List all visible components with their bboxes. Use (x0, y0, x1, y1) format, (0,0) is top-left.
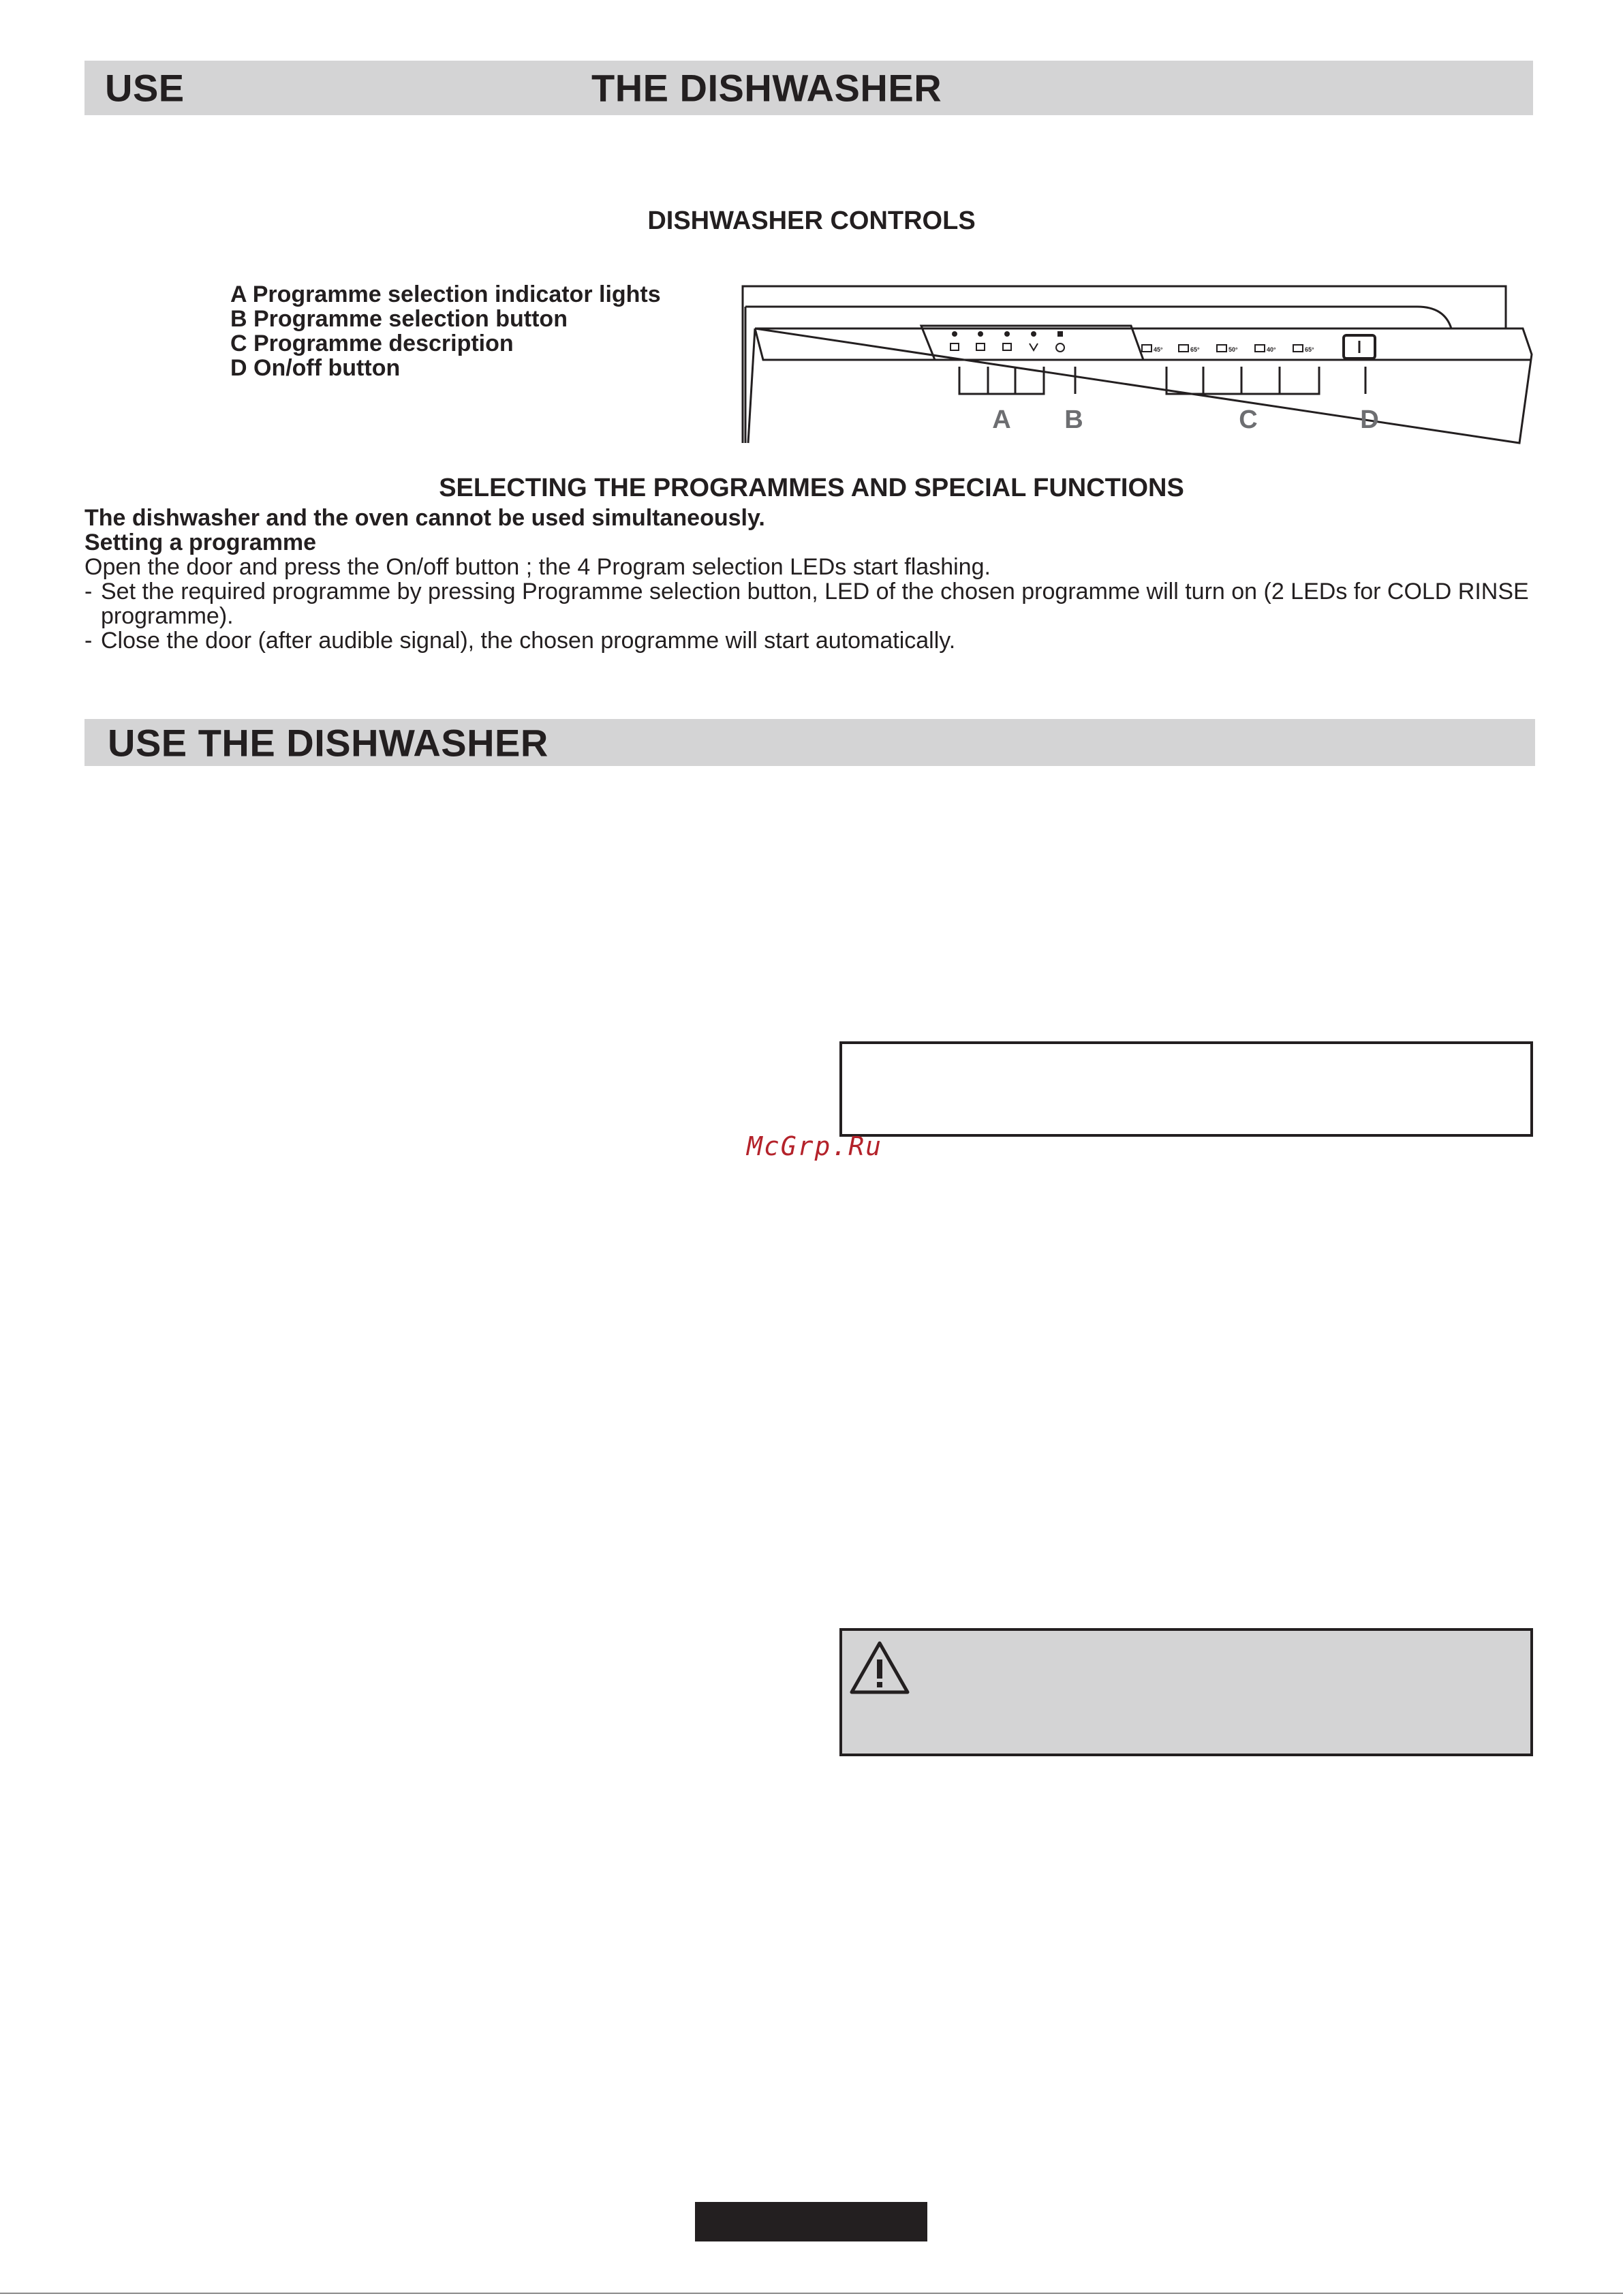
section-title: USE THE DISHWASHER (108, 721, 548, 764)
note-box (839, 1041, 1533, 1137)
list-item: - Set the required programme by pressing Programme selection button, LED of the chosen programme will turn on (2 LEDs for COLD RINSE programme). (84, 579, 1537, 628)
legend-item-a: A Programme selection indicator lights (230, 281, 661, 307)
diagram-label-d: D (1360, 405, 1379, 434)
page-number-tab (695, 2202, 927, 2241)
programmes-heading: SELECTING THE PROGRAMMES AND SPECIAL FUNCTIONS (439, 474, 1184, 502)
step-text: Set the required programme by pressing Programme selection button, LED of the chosen programme will turn on (2 LEDs for COLD RINSE programme). (101, 579, 1529, 629)
watermark: McGrp.Ru (747, 1131, 883, 1161)
programmes-body (84, 506, 1537, 653)
diagram-label-a: A (992, 405, 1011, 434)
legend-item-d: D On/off button (230, 355, 401, 381)
diagram-label-c: C (1239, 405, 1258, 434)
header-band (84, 61, 1533, 115)
footer-rule (0, 2293, 1623, 2294)
legend-item-b: B Programme selection button (230, 306, 568, 332)
svg-text:45°: 45° (1154, 346, 1163, 353)
setting-intro-text: Open the door and press the On/off button ; the 4 Program selection LEDs start flashing. (84, 554, 991, 580)
section-band (84, 719, 1535, 766)
svg-text:65°: 65° (1190, 346, 1200, 353)
oven-warning-text: The dishwasher and the oven cannot be used simultaneously. (84, 505, 765, 531)
legend-item-c: C Programme description (230, 331, 514, 356)
setting-programme-subheading: Setting a programme (84, 530, 317, 555)
diagram-label-b: B (1064, 405, 1083, 434)
warning-box (839, 1628, 1533, 1756)
svg-text:65°: 65° (1305, 346, 1314, 353)
controls-legend (230, 282, 661, 380)
controls-heading: DISHWASHER CONTROLS (647, 206, 976, 235)
list-item: - Close the door (after audible signal), the chosen programme will start automatically. (84, 628, 1537, 653)
step-text: Close the door (after audible signal), the chosen programme will start automatically. (101, 628, 956, 654)
svg-text:50°: 50° (1228, 346, 1238, 353)
header-center-title: THE DISHWASHER (591, 66, 942, 110)
warning-triangle-icon (849, 1640, 910, 1695)
header-left-title: USE (105, 66, 185, 110)
control-panel-diagram (736, 279, 1540, 450)
svg-text:40°: 40° (1267, 346, 1276, 353)
